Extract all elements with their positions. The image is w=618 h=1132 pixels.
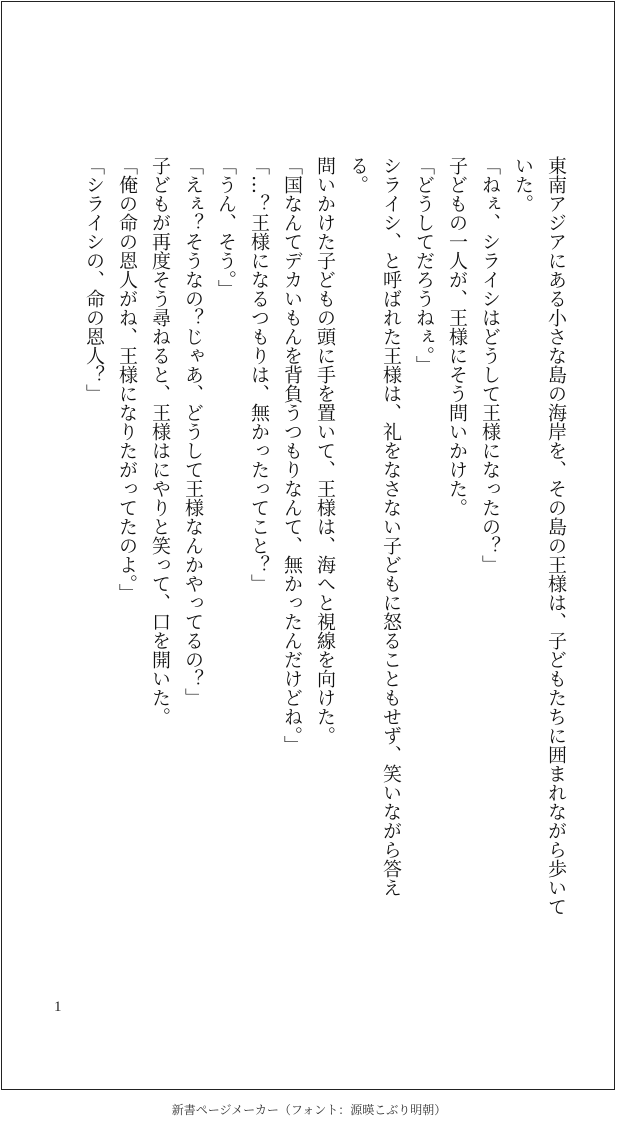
- paragraph-line: 「どうしてだろうねぇ。」: [413, 156, 435, 375]
- paragraph-line: 「…？王様になるつもりは、無かったってこと？」: [248, 156, 270, 593]
- paragraph-line: 「国なんてデカいもんを背負うつもりなんて、無かったんだけどね。」: [281, 156, 303, 755]
- paragraph-line: 「シライシの、命の恩人？」: [83, 156, 105, 403]
- paragraph-line: シライシ、と呼ばれた王様は、礼をなさない子どもに怒ることもせず、笑いながら答える。: [347, 156, 402, 897]
- paragraph-line: 「ねぇ、シライシはどうして王様になったの？」: [479, 156, 501, 574]
- footer-credit: 新書ページメーカー（フォント：源暎こぶり明朝）: [171, 1103, 447, 1117]
- paragraph-line: 「うん、そう。」: [215, 156, 237, 299]
- vertical-text-body: [77, 156, 572, 926]
- paragraph-line: 東南アジアにある小さな島の海岸を、その島の王様は、子どもたちに囲まれながら歩いていた。: [512, 156, 567, 916]
- book-page: [1, 1, 615, 1090]
- paragraph-line: 「えぇ？そうなの？じゃあ、どうして王様なんかやってるの？」: [182, 156, 204, 707]
- paragraph-line: 子どもが再度そう尋ねると、王様はにやりと笑って、口を開いた。: [149, 156, 171, 726]
- paragraph-line: 「俺の命の恩人がね、王様になりたがってたのよ。」: [116, 156, 138, 603]
- page-number: 1: [54, 999, 62, 1015]
- paragraph-line: 子どもの一人が、王様にそう問いかけた。: [446, 156, 468, 517]
- paragraph-line: 問いかけた子どもの頭に手を置いて、王様は、海へと視線を向けた。: [314, 156, 336, 745]
